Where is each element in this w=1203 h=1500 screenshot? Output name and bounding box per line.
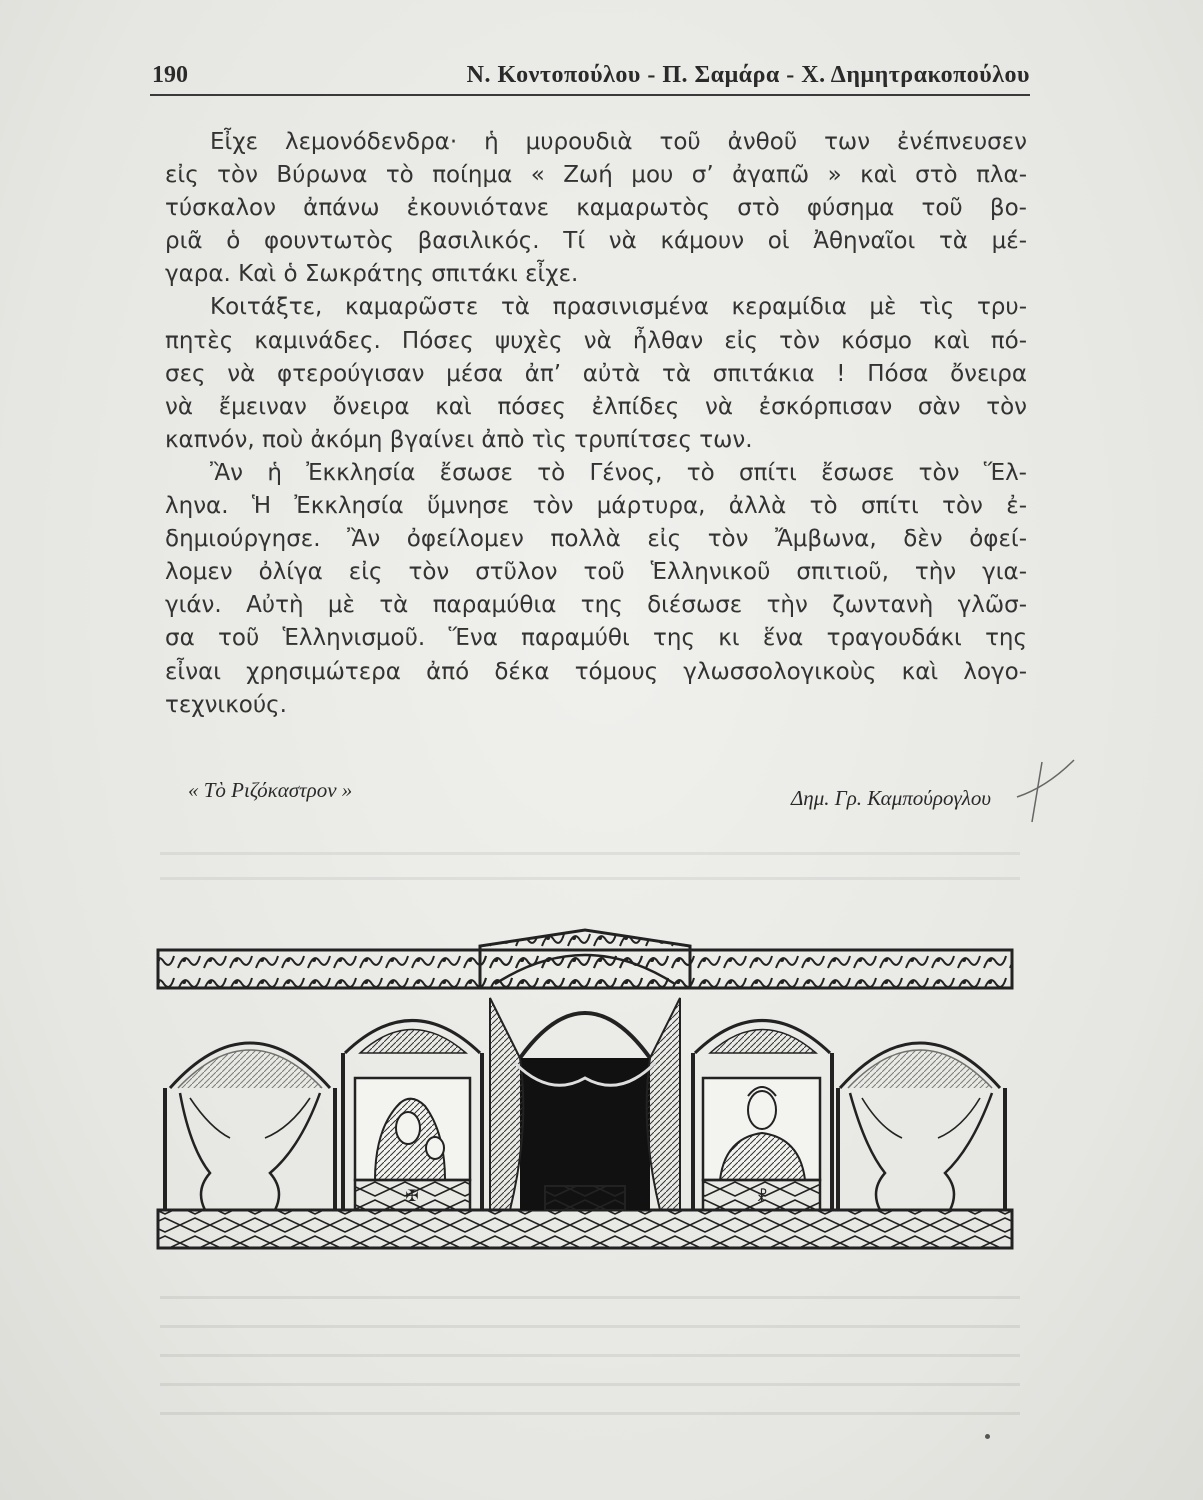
text-line: τύσκαλον ἀπάνω ἐκουνιότανε καμαρωτὸς στὸ φύσημα τοῦ βο-	[165, 195, 1027, 222]
text-line: εἰς τὸν Βύρωνα τὸ ποίημα « Ζωή μου σ’ ἀγαπῶ » καὶ στὸ πλα-	[165, 162, 1027, 189]
text-line: ληνα. Ἡ Ἐκκλησία ὕμνησε τὸν μάρτυρα, ἀλλὰ τὸ σπίτι τὸν ἐ-	[165, 493, 1027, 520]
text-line: λομεν ὀλίγα εἰς τὸν στῦλον τοῦ Ἑλληνικοῦ σπιτιοῦ, τὴν για-	[165, 559, 1027, 586]
text-line: σες νὰ φτερούγισαν μέσα ἀπ’ αὐτὰ τὰ σπιτάκια ! Πόσα ὄνειρα	[165, 360, 1027, 387]
curtain-icon	[838, 1043, 1005, 1210]
text-line: Εἶχε λεμονόδενδρα· ἡ μυρουδιὰ τοῦ ἀνθοῦ των ἐνέπνευσεν	[210, 129, 1027, 155]
text-line: εἶναι χρησιμώτερα ἀπό δέκα τόμους γλωσσολογικοὺς καὶ λογο-	[165, 658, 1027, 685]
svg-text:✠: ✠	[405, 1186, 419, 1205]
svg-text:☧: ☧	[756, 1189, 768, 1205]
text-line: Ἂν ἡ Ἐκκλησία ἔσωσε τὸ Γένος, τὸ σπίτι ἔσωσε τὸν Ἕλ-	[210, 459, 1027, 486]
text-line: γιάν. Αὐτὴ μὲ τὰ παραμύθια της διέσωσε τὴν ζωντανὴ γλῶσ-	[165, 592, 1027, 619]
body-text	[165, 126, 1027, 722]
text-line: Κοιτάξτε, καμαρῶστε τὰ πρασινισμένα κεραμίδια μὲ τὶς τρυ-	[210, 294, 1027, 321]
running-head: Ν. Κοντοπούλου - Π. Σαμάρα - Χ. Δημητρακοπούλου	[466, 62, 1030, 88]
source-title: « Τὸ Ριζόκαστρον »	[188, 778, 353, 802]
ink-spot	[985, 1434, 990, 1439]
author-attribution: Δημ. Γρ. Καμπούρογλου	[790, 786, 991, 810]
text-line: νὰ ἔμειναν ὄνειρα καὶ πόσες ἐλπίδες νὰ ἐσκόρπισαν σὰν τὸν	[165, 393, 1027, 420]
text-line: καπνόν, ποὺ ἀκόμη βγαίνει ἀπὸ τὶς τρυπίτσες των.	[165, 426, 753, 453]
text-line: γαρα. Καὶ ὁ Σωκράτης σπιτάκι εἶχε.	[165, 261, 579, 288]
byzantine-iconostasis-icon	[150, 928, 1020, 1258]
text-line: τεχνικούς.	[165, 691, 287, 718]
page-number: 190	[152, 62, 188, 88]
text-line: ριᾶ ὁ φουντωτὸς βασιλικός. Τί νὰ κάμουν οἱ Ἀθηναῖοι τὰ μέ-	[165, 228, 1027, 255]
text-line: δημιούργησε. Ἂν ὀφείλομεν πολλὰ εἰς τὸν Ἄμβωνα, δὲν ὀφεί-	[165, 526, 1027, 553]
text-line: σα τοῦ Ἑλληνισμοῦ. Ἕνα παραμύθι της κι ἕνα τραγουδάκι της	[165, 625, 1027, 652]
pen-mark-icon	[1012, 752, 1082, 832]
text-line: πητὲς καμινάδες. Πόσες ψυχὲς νὰ ἦλθαν εἰς τὸν κόσμο καὶ πό-	[165, 327, 1027, 354]
page-header	[150, 62, 1030, 96]
